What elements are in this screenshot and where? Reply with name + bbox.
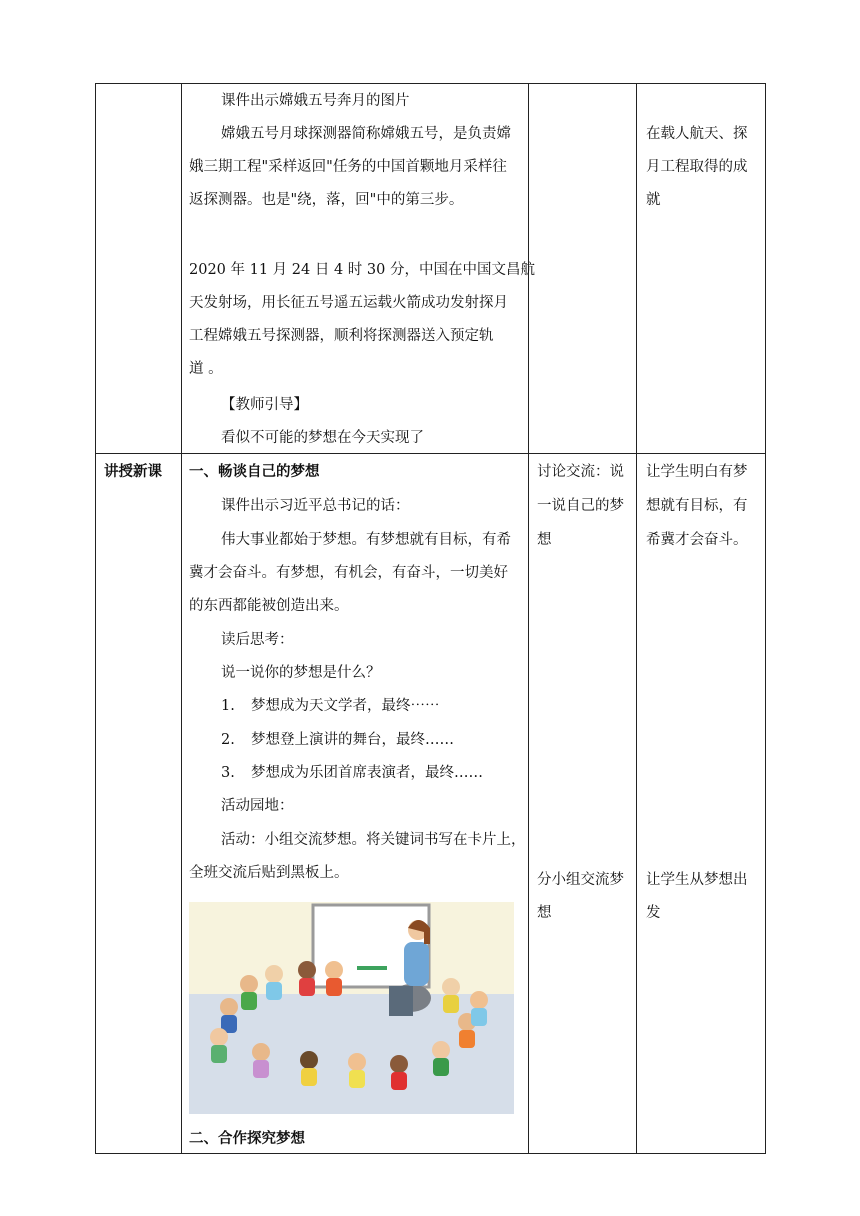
intent-line: 希冀才会奋斗。 [646, 532, 748, 548]
intent-line: 让学生从梦想出 [646, 872, 748, 888]
intent-line: 让学生明白有梦 [646, 464, 748, 480]
list-number: 2. [221, 732, 235, 748]
content-line: 道 。 [189, 361, 223, 377]
content-line: 读后思考： [221, 632, 294, 648]
intent-line: 就 [646, 192, 661, 208]
list-item: 梦想登上演讲的舞台，最终…… [251, 732, 454, 748]
intent-line: 在载人航天、探 [646, 126, 748, 142]
content-line: 活动：小组交流梦想。将关键词书写在卡片上， [221, 832, 526, 848]
content-line: 课件出示嫦娥五号奔月的图片 [221, 93, 410, 109]
list-item: 梦想成为天文学者，最终⋯⋯ [251, 698, 440, 714]
content-line: 活动园地： [221, 798, 294, 814]
row-divider [96, 453, 765, 454]
student-activity-line: 想 [537, 905, 552, 921]
content-line: 嫦娥五号月球探测器简称嫦娥五号，是负责嫦 [221, 126, 511, 142]
column-divider [181, 84, 182, 1153]
stage-label: 讲授新课 [104, 463, 162, 480]
content-line: 工程嫦娥五号探测器，顺利将探测器送入预定轨 [189, 328, 494, 344]
classroom-illustration [189, 902, 514, 1114]
lesson-table [95, 83, 766, 1154]
column-divider [528, 84, 529, 1153]
section-heading: 二、合作探究梦想 [189, 1130, 305, 1147]
intent-line: 发 [646, 905, 661, 921]
student-activity-line: 讨论交流：说 [537, 464, 624, 480]
list-item: 梦想成为乐团首席表演者，最终…… [251, 765, 483, 781]
content-line: 课件出示习近平总书记的话： [221, 498, 410, 514]
content-line: 天发射场，用长征五号遥五运载火箭成功发射探月 [189, 295, 508, 311]
content-line: 看似不可能的梦想在今天实现了 [221, 430, 424, 446]
quote-line: 的东西都能被创造出来。 [189, 598, 349, 614]
student-activity-line: 分小组交流梦 [537, 872, 624, 888]
content-line: 全班交流后贴到黑板上。 [189, 865, 349, 881]
list-number: 1. [221, 698, 235, 714]
content-line: 说一说你的梦想是什么？ [221, 665, 381, 681]
content-line: 2020 年 11 月 24 日 4 时 30 分，中国在中国文昌航 [189, 262, 535, 278]
intent-line: 月工程取得的成 [646, 159, 748, 175]
column-divider [636, 84, 637, 1153]
list-number: 3. [221, 765, 235, 781]
teacher-guide-heading: 【教师引导】 [221, 397, 308, 413]
content-line: 娥三期工程"采样返回"任务的中国首颗地月采样往 [189, 159, 507, 175]
quote-line: 伟大事业都始于梦想。有梦想就有目标，有希 [221, 532, 511, 548]
quote-line: 冀才会奋斗。有梦想，有机会，有奋斗，一切美好 [189, 565, 508, 581]
student-activity-line: 想 [537, 532, 552, 548]
section-heading: 一、畅谈自己的梦想 [189, 463, 320, 480]
student-activity-line: 一说自己的梦 [537, 498, 624, 514]
content-line: 返探测器。也是"绕，落，回"中的第三步。 [189, 192, 464, 208]
intent-line: 想就有目标，有 [646, 498, 748, 514]
